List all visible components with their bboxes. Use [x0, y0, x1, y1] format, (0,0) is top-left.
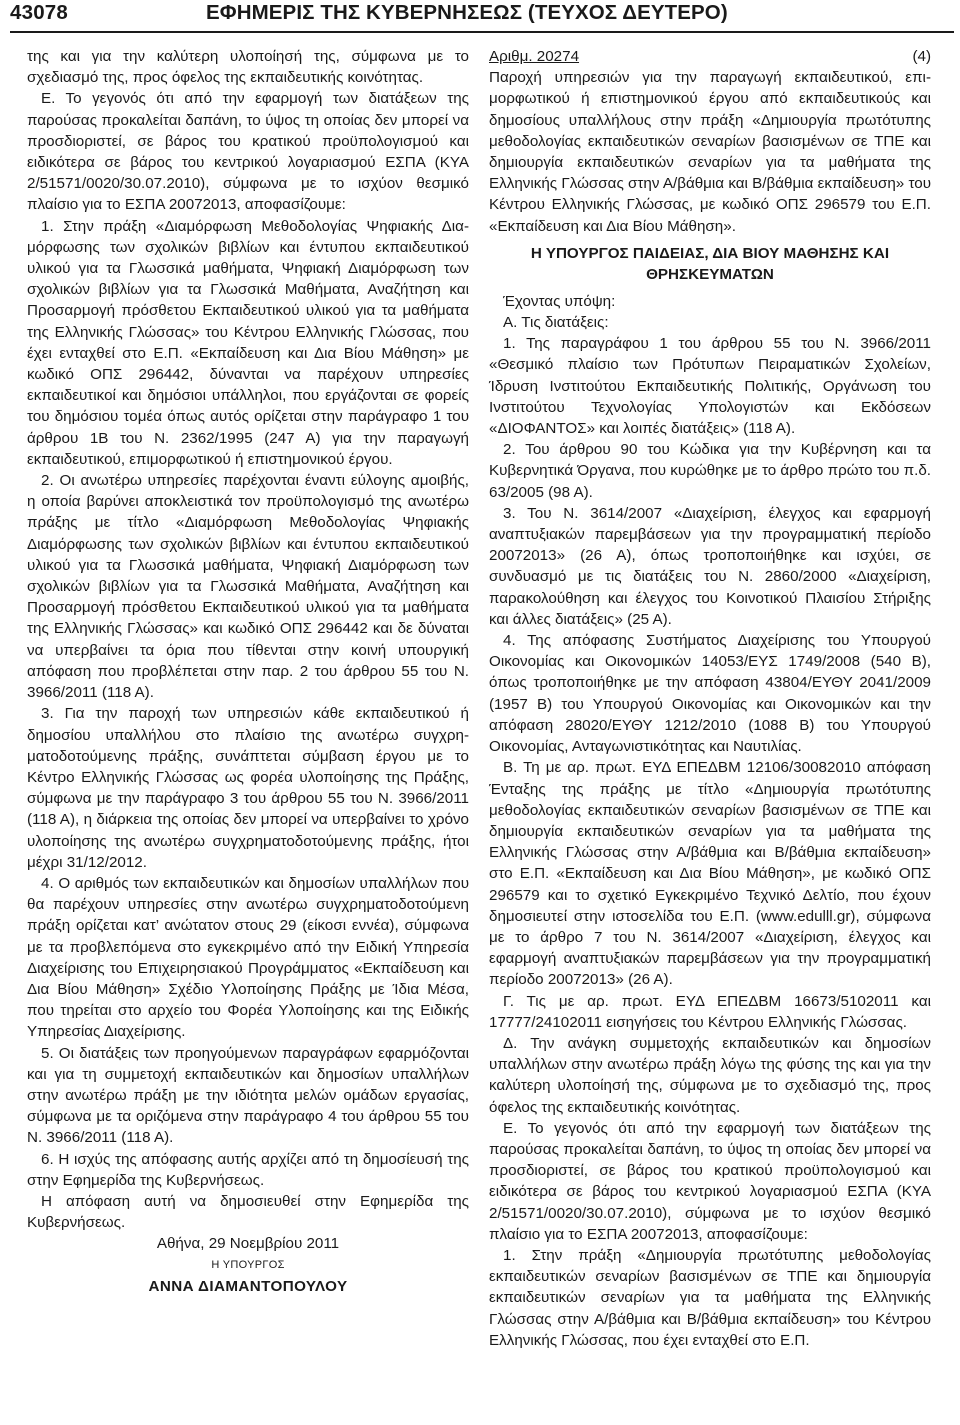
decision-ref: (4): [912, 48, 931, 65]
article-1: 1. Στην πράξη «Διαμόρφωση Μεθοδολογίας Ψηφιακής Διαμόρφωσης των σχολικών βιβλίων και έντυπου εκπαιδευτικού υλικού για τα Γλωσσικά μαθήματα, Ψηφιακή Διαμόρφωση των σχολικών βιβλίων για τα Γλωσσικά Μαθήματα, Αναζήτηση και Προσαρμογή πρόσθετου Εκπαιδευτικού υλικού για τα μαθήματα της Ελληνικής Γλώσσας» του Κέντρου Ελληνικής Γλώσσας, που έχει ενταχθεί στο Ε.Π. «Εκπαίδευση και Δια Βίου Μάθηση» με κωδικό ΟΠΣ 296442, δύνανται να παρέχουν υπηρεσίες εκπαιδευτικοί και δημόσιοι υπάλληλοι, που εργάζονται σε φορείς του δημόσιου τομέα όπως αυτός ορίζεται στην παράγραφο 1 του άρθρου 1Β του Ν. 2362/1995 (247 Α) για την παραγωγή εκπαιδευτικού, επιμορφωτικού ή επιστημονικού έργου.: [27, 217, 469, 468]
page-header: [0, 0, 960, 32]
article-1-right: 1. Στην πράξη «Δημιουργία πρωτότυπης μεθοδολογίας εκπαιδευτικών σεναρίων βασισμένων σε ΤΠΕ και δημιουργία εκπαιδευτικών σεναρίων για τα μαθήματα της Ελληνικής Γλώσσας στην Α/βάθμια και Β/βάθμια εκπαίδευση» του Κέντρου Ελληνικής Γλώσσας, που έχει ενταχθεί στο Ε.Π.: [489, 1246, 931, 1349]
header-rule: [10, 31, 954, 33]
article-3: 3. Για την παροχή των υπηρεσιών κάθε εκπαιδευτικού ή δημοσίου υπαλλήλου στο πλαίσιο της ανωτέρω συγχρηματοδοτούμενης πράξης, συνάπτεται σύμβαση έργου με το Κέντρο Ελληνικής Γλώσσας ως φορέα υλοποίησης της Πράξης, σύμφωνα με την παράγραφο 3 του άρθρου 55 του Ν. 3966/2011 (118 Α), η διάρκεια της οποίας δεν μπορεί να υπερβαίνει το χρόνο υλοποίησης της ανωτέρω συγχρηματοδοτούμενης πράξης, ήτοι μέχρι 31/12/2012.: [27, 705, 469, 871]
article-6: 6. Η ισχύς της απόφασης αυτής αρχίζει από τη δημοσίευσή της στην Εφημερίδα της Κυβερνήσεως.: [27, 1150, 469, 1189]
decision-number: Αριθμ. 20274: [489, 48, 580, 65]
left-column: [27, 46, 469, 1297]
right-column: [489, 46, 931, 1351]
page-number: 43078: [10, 1, 69, 24]
ministry-heading: Η ΥΠΟΥΡΓΟΣ ΠΑΙΔΕΙΑΣ, ΔΙΑ ΒΙΟΥ ΜΑΘΗΣΗΣ ΚΑΙ ΘΡΗΣΚΕΥΜΑΤΩΝ: [530, 244, 890, 283]
paragraph-b: Β. Τη με αρ. πρωτ. ΕΥΔ ΕΠΕΔΒΜ 12106/30082010 απόφαση Ένταξης της πράξης με τίτλο «Δημιουργία πρωτότυπης μεθοδολογίας εκπαιδευτικών σεναρίων βασισμένων σε ΤΠΕ και δημιουργία εκπαιδευτικών σεναρίων για τα μαθήματα της Ελληνικής Γλώσσας στην Α/βάθμια και Β/βάθμια εκπαίδευση» στο Ε.Π. «Εκπαίδευση και Δια Βίου Μάθηση», με κωδικό ΟΠΣ 296579 και το σχετικό Εγκεκριμένο Τεχνικό Δελτίο, που έχουν δημοσιευτεί στην ιστοσελίδα του Ε.Π. (www.edulll.gr), σύμφωνα με το άρθρο 7 του Ν. 3614/2007 «Διαχείριση, έλεγχος και εφαρμογή αναπτυξιακών παρεμβάσεων για την προγραμματική περίοδο 20072013» (26 Α).: [489, 759, 931, 989]
article-4: 4. Ο αριθμός των εκπαιδευτικών και δημοσίων υπαλλήλων που θα παρέχουν υπηρεσίες στην ανωτέρω συγχρηματοδοτούμενη πράξη ορίζεται κατ’ ανώτατον στους 29 (είκοσι εννέα), σύμφωνα με τα προβλεπόμενα στο εγκεκριμένο από την Ειδική Υπηρεσία Διαχείρισης του Επιχειρησιακού Προγράμματος «Εκπαίδευση και Δια Βίου Μάθηση» Σχέδιο Υλοποίησης Πράξης με Ίδια Μέσα, που τηρείται στο αρχείο του Φορέα Υλοποίησης και της Ειδικής Υπηρεσίας Διαχείρισης.: [27, 874, 469, 1041]
section-a-heading: Α. Τις διατάξεις:: [503, 314, 609, 332]
paragraph-d: Δ. Την ανάγκη συμμετοχής εκπαιδευτικών και δημοσίων υπαλλήλων στην ανωτέρω πράξη λόγω της φύσης της και για την καλύτερη υλοποίησή της, σύμφωνα με το σχεδιασμό της, προς όφελος της εκπαιδευτικής κοινότητας.: [489, 1034, 931, 1116]
decision-summary: Παροχή υπηρεσιών για την παραγωγή εκπαιδευτικού, επιμορφωτικού ή επιστημονικού έργου από εκπαιδευτικούς και δημοσίους υπαλλήλους στην πράξη «Δημιουργία πρωτότυπης μεθοδολογίας εκπαιδευτικών σεναρίων βασισμένων σε ΤΠΕ και δημιουργία εκπαιδευτικών σεναρίων για τα μαθήματα της Ελληνικής Γλώσσας στην Α/βάθμια και Β/βάθμια εκπαίδευση» του Κέντρου Ελληνικής Γλώσσας, με κωδικό ΟΠΣ 296579 του Ε.Π. «Εκπαίδευση και Δια Βίου Μάθηση».: [489, 69, 931, 235]
provision-a2: 2. Του άρθρου 90 του Κώδικα για την Κυβέρνηση και τα Κυβερνητικά Όργανα, που κυρώθηκε με το άρθρο πρώτο του π.δ. 63/2005 (98 Α).: [489, 441, 931, 501]
paragraph-e-right: Ε. Το γεγονός ότι από την εφαρμογή των διατάξεων της παρούσας προκαλείται δαπάνη, το ύψος τη οποίας δεν μπορεί να προσδιοριστεί, σε βάρος του κρατικού προϋπολογισμού και ειδικότερα σε βάρος του κεντρικού λογαριασμού ΕΣΠΑ (ΚΥΑ 2/51571/0020/30.07.2010), σύμφωνα με το ισχύον θεσμικό πλαίσιο για το ΕΣΠΑ 20072013, αποφασίζουμε:: [489, 1119, 931, 1243]
decision-header: [489, 46, 931, 67]
intro-paragraph: της και για την καλύτερη υλοποίησή της, σύμφωνα με το σχεδιασμό της, προς όφελος της εκπαιδευτικής κοινότητας.: [27, 48, 469, 87]
having-regard: Έχοντας υπόψη:: [503, 292, 616, 310]
gazette-title: ΕΦΗΜΕΡΙΣ ΤΗΣ ΚΥΒΕΡΝΗΣΕΩΣ (ΤΕΥΧΟΣ ΔΕΥΤΕΡΟ): [206, 1, 728, 24]
article-2: 2. Οι ανωτέρω υπηρεσίες παρέχονται έναντι εύλογης αμοιβής, η οποία βαρύνει αποκλειστικά τον προϋπολογισμό της ανωτέρω πράξης με τίτλο «Διαμόρφωση Μεθοδολογίας Ψηφιακής Διαμόρφωσης των σχολικών βιβλίων και έντυπου εκπαιδευτικού υλικού για τα Γλωσσικά μαθήματα, Ψηφιακή Διαμόρφωση των σχολικών βιβλίων για τα Γλωσσικά Μαθήματα, Αναζήτηση και Προσαρμογή πρόσθετου Εκπαιδευτικού υλικού για τα μαθήματα της Ελληνικής Γλώσσας» και κωδικό ΟΠΣ 296442 και δε δύναται να υπερβαίνει τα όρια που τίθενται στην κοινή υπουργική απόφαση που προβλέπεται στην παρ. 2 του άρθρου 55 του Ν. 3966/2011 (118 Α).: [27, 472, 469, 702]
publication-note: Η απόφαση αυτή να δημοσιευθεί στην Εφημερίδα της Κυβερνήσεως.: [27, 1192, 469, 1232]
provision-a4: 4. Της απόφασης Συστήματος Διαχείρισης του Υπουργού Οικονομίας και Οικονομικών 14053/ΕΥΣ 1749/2008 (540 Β), όπως τροποποιήθηκε με την απόφαση 43804/ΕΥΘΥ 2041/2009 (1957 Β) του Υπουργού Οικονομίας και Οικονομικών και την απόφαση 28020/ΕΥΘΥ 1212/2010 (1088 Β) του Υπουργού Οικονομίας, Ανταγωνιστικότητας και Ναυτιλίας.: [489, 632, 931, 756]
paragraph-e: Ε. Το γεγονός ότι από την εφαρμογή των διατάξεων της παρούσας προκαλείται δαπάνη, το ύψος τη οποίας δεν μπορεί να προσδιοριστεί, σε βάρος του κρατικού προϋπολογισμού και ειδικότερα σε βάρος του κεντρικού λογαριασμού ΕΣΠΑ (ΚΥΑ 2/51571/0020/30.07.2010), σύμφωνα με το ισχύον θεσμικό πλαίσιο για το ΕΣΠΑ 20072013, αποφασίζουμε:: [27, 90, 469, 214]
place-date: Αθήνα, 29 Νοεμβρίου 2011: [156, 1235, 340, 1253]
signer-role: Η ΥΠΟΥΡΓΟΣ: [211, 1258, 285, 1271]
paragraph-c: Γ. Τις με αρ. πρωτ. ΕΥΔ ΕΠΕΔΒΜ 16673/5102011 και 17777/24102011 εισηγήσεις του Κέντρου Ελληνικής Γλώσσας.: [489, 992, 931, 1031]
signer-name: ΑΝΝΑ ΔΙΑΜΑΝΤΟΠΟΥΛΟΥ: [148, 1277, 348, 1295]
article-5: 5. Οι διατάξεις των προηγούμενων παραγράφων εφαρμόζονται και για τη συμμετοχή εκπαιδευτικών και δημοσίων υπαλλήλων στην ανωτέρω πράξη με την ιδιότητα μελών ομάδων εργασίας, σύμφωνα με τα οριζόμενα στην παράγραφο 4 του άρθρου 55 του Ν. 3966/2011 (118 Α).: [27, 1044, 469, 1147]
provision-a3: 3. Του Ν. 3614/2007 «Διαχείριση, έλεγχος και εφαρμογή αναπτυξιακών παρεμβάσεων για την προγραμματική περίοδο 20072013» (26 Α), όπως τροποποιήθηκε και ισχύει, σε συνδυασμό με τις διατάξεις του Ν. 2860/2000 «Διαχείριση, παρακολούθηση και έλεγχος του Κοινοτικού Πλαισίου Στήριξης και άλλες διατάξεις» (25 Α).: [489, 504, 931, 628]
provision-a1: 1. Της παραγράφου 1 του άρθρου 55 του Ν. 3966/2011 «Θεσμικό πλαίσιο των Πρότυπων Πειραματικών Σχολείων, Ίδρυση Ινστιτούτου Εκπαιδευτικής Πολιτικής, Οργάνωση του Ινστιτούτου Τεχνολογίας Υπολογιστών και Εκδόσεων «ΔΙΟΦΑΝΤΟΣ» και λοιπές διατάξεις» (118 Α).: [489, 335, 931, 438]
